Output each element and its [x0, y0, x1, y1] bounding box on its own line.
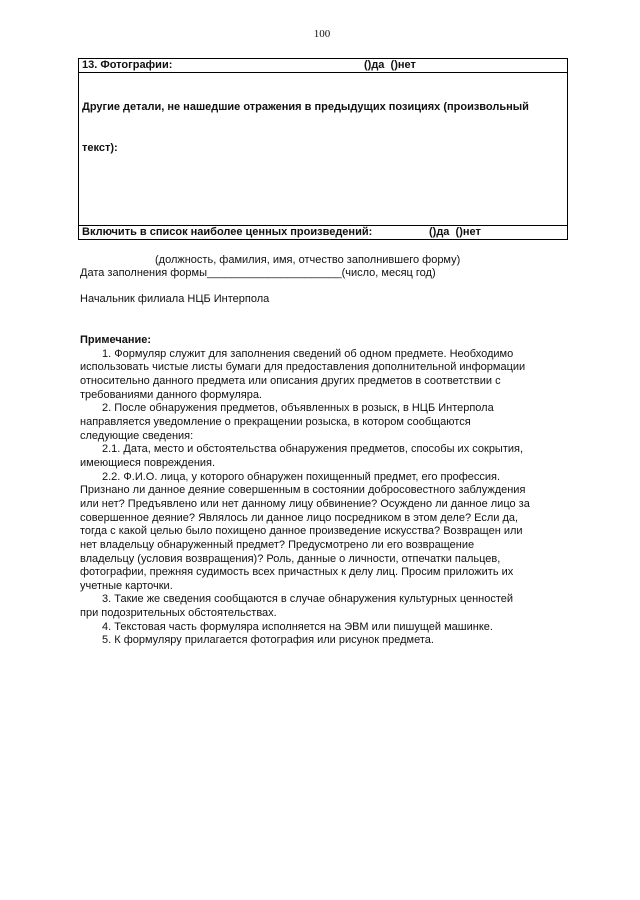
- note-line: требованиями данного формуляра.: [80, 388, 262, 401]
- note-line: относительно данного предмета или описания других предметов в соответствии с: [80, 374, 501, 387]
- notes: [80, 334, 570, 648]
- other-details-label-line-2: текст):: [82, 141, 118, 154]
- note-paragraph-2-1: [80, 443, 570, 470]
- note-paragraph-1: [80, 348, 570, 403]
- valuable-list-label: Включить в список наиболее ценных произведений:: [82, 226, 373, 238]
- fill-date-line: Дата заполнения формы______________________(число, месяц год): [80, 267, 436, 279]
- photos-label: 13. Фотографии:: [82, 59, 173, 71]
- note-line: Признано ли данное деяние совершенным в состоянии добросовестного заблуждения: [80, 484, 526, 497]
- position-caption: (должность, фамилия, имя, отчество заполнившего форму): [155, 254, 461, 266]
- note-line: 2.2. Ф.И.О. лица, у которого обнаружен похищенный предмет, его профессия.: [102, 470, 501, 483]
- notes-title: Примечание:: [80, 334, 152, 346]
- note-line: следующие сведения:: [80, 429, 194, 442]
- note-line: владельцу (условия возвращения)? Роль, данные о личности, отпечатки пальцев,: [80, 552, 501, 565]
- note-line: использовать чистые листы бумаги для предоставления дополнительной информации: [80, 361, 526, 374]
- note-line: имеющиеся повреждения.: [80, 456, 216, 469]
- note-line: учетные карточки.: [80, 579, 173, 592]
- note-paragraph-3: [80, 593, 570, 620]
- note-line: или нет? Предъявлено или нет данному лицу обвинение? Осуждено ли данное лицо за: [80, 497, 530, 510]
- other-details-row: [79, 73, 567, 226]
- note-line: 2. После обнаружения предметов, объявленных в розыск, в НЦБ Интерпола: [102, 402, 494, 415]
- form-table: [78, 58, 568, 240]
- valuable-list-row: [79, 226, 567, 239]
- photos-options: ()да ()нет: [364, 59, 416, 71]
- note-line: тогда с какой целью было похищено данное произведение искусства? Возвращен или: [80, 525, 523, 538]
- note-line: совершенное деяние? Являлось ли данное лицо посредником в этом деле? Если да,: [80, 511, 519, 524]
- note-line: 1. Формуляр служит для заполнения сведений об одном предмете. Необходимо: [102, 347, 514, 360]
- note-line: направляется уведомление о прекращении розыска, в котором сообщаются: [80, 415, 471, 428]
- other-details-label-line-1: Другие детали, не нашедшие отражения в предыдущих позициях (произвольный: [82, 101, 529, 113]
- note-line: 5. К формуляру прилагается фотография или рисунок предмета.: [102, 634, 434, 647]
- note-paragraph-2: [80, 402, 570, 443]
- note-line: 2.1. Дата, место и обстоятельства обнаружения предметов, способы их сокрытия,: [102, 443, 524, 456]
- photos-row: [79, 59, 567, 73]
- page-number: 100: [313, 28, 331, 40]
- note-line: нет владельцу обнаруженный предмет? Предусмотрено ли его возвращение: [80, 538, 475, 551]
- note-paragraph-5: [80, 634, 570, 648]
- note-paragraph-4: [80, 621, 570, 635]
- note-line: 3. Такие же сведения сообщаются в случае обнаружения культурных ценностей: [102, 593, 514, 606]
- note-line: при подозрительных обстоятельствах.: [80, 607, 277, 620]
- note-line: 4. Текстовая часть формуляра исполняется на ЭВМ или пишущей машинке.: [102, 620, 493, 633]
- signatory: Начальник филиала НЦБ Интерпола: [80, 293, 270, 305]
- valuable-list-options: ()да ()нет: [429, 226, 481, 238]
- note-paragraph-2-2: [80, 471, 570, 594]
- note-line: фотографии, прежняя судимость всех причастных к делу лиц. Просим приложить их: [80, 566, 514, 579]
